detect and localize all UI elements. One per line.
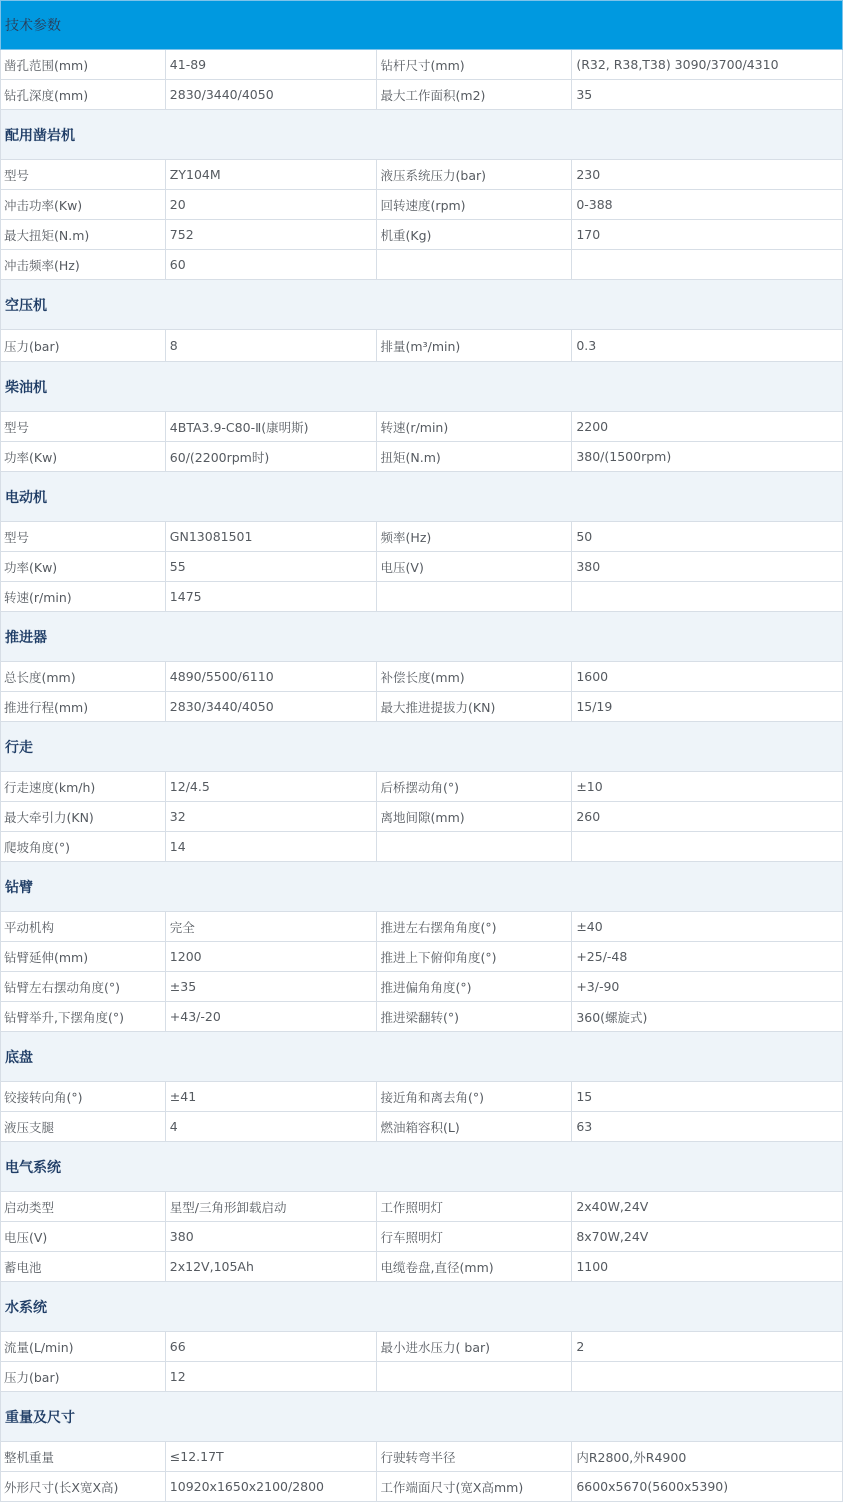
param-value: 170 [572,220,843,249]
param-value: 2200 [572,412,843,441]
param-label: 整机重量 [1,1442,166,1471]
param-label: 最小进水压力( bar) [377,1332,573,1361]
table-row [0,972,843,1002]
param-value: 8 [166,330,377,361]
param-value: ±41 [166,1082,377,1111]
param-value: ±40 [572,912,843,941]
param-label: 液压系统压力(bar) [377,160,573,189]
table-row [0,912,843,942]
table-row [0,662,843,692]
table-row [0,50,843,80]
section-heading: 水系统 [0,1282,843,1332]
param-label: 电压(V) [377,552,573,581]
param-label: 平动机构 [1,912,166,941]
table-row [0,220,843,250]
table-row [0,692,843,722]
table-title: 技术参数 [0,0,843,50]
param-value: ±10 [572,772,843,801]
table-row [0,1002,843,1032]
table-row [0,190,843,220]
table-row [0,1442,843,1472]
param-label: 型号 [1,160,166,189]
param-value: ≤12.17T [166,1442,377,1471]
param-value: 380 [166,1222,377,1251]
section-heading: 电气系统 [0,1142,843,1192]
param-label: 机重(Kg) [377,220,573,249]
param-label: 最大牵引力(KN) [1,802,166,831]
param-label: 冲击频率(Hz) [1,250,166,279]
table-row [0,1362,843,1392]
param-value: +43/-20 [166,1002,377,1031]
param-label: 功率(Kw) [1,442,166,471]
param-value: 63 [572,1112,843,1141]
param-label: 钻臂延伸(mm) [1,942,166,971]
param-label: 转速(r/min) [1,582,166,611]
table-row [0,552,843,582]
param-value [572,1362,843,1391]
param-label: 型号 [1,522,166,551]
param-label: 功率(Kw) [1,552,166,581]
param-value: 66 [166,1332,377,1361]
param-value [572,832,843,861]
param-value: 内R2800,外R4900 [572,1442,843,1471]
param-label: 工作照明灯 [377,1192,573,1221]
param-value: 380 [572,552,843,581]
param-label: 燃油箱容积(L) [377,1112,573,1141]
param-value: +3/-90 [572,972,843,1001]
section-heading: 重量及尺寸 [0,1392,843,1442]
param-value: 360(螺旋式) [572,1002,843,1031]
param-label: 接近角和离去角(°) [377,1082,573,1111]
param-label: 最大工作面积(m2) [377,80,573,109]
param-value: 1475 [166,582,377,611]
table-row [0,1222,843,1252]
param-value [572,582,843,611]
table-row [0,772,843,802]
param-value: 4BTA3.9-C80-Ⅱ(康明斯) [166,412,377,441]
param-label: 后桥摆动角(°) [377,772,573,801]
param-label: 凿孔范围(mm) [1,50,166,79]
param-label: 液压支腿 [1,1112,166,1141]
param-label: 转速(r/min) [377,412,573,441]
param-value: 260 [572,802,843,831]
param-value: 14 [166,832,377,861]
param-label: 最大扭矩(N.m) [1,220,166,249]
param-label: 推进偏角角度(°) [377,972,573,1001]
param-value: 60/(2200rpm时) [166,442,377,471]
param-label: 最大推进提拔力(KN) [377,692,573,721]
param-label: 电压(V) [1,1222,166,1251]
param-label: 流量(L/min) [1,1332,166,1361]
param-label: 钻臂左右摆动角度(°) [1,972,166,1001]
param-value: 1100 [572,1252,843,1281]
section-heading: 柴油机 [0,362,843,412]
table-row [0,160,843,190]
param-value: 2x40W,24V [572,1192,843,1221]
param-label: 工作端面尺寸(宽X高mm) [377,1472,573,1501]
param-label [377,1362,573,1391]
param-value: 2 [572,1332,843,1361]
table-row [0,802,843,832]
param-label: 钻臂举升,下摆角度(°) [1,1002,166,1031]
section-heading: 空压机 [0,280,843,330]
param-value: 380/(1500rpm) [572,442,843,471]
table-row [0,412,843,442]
param-label [377,250,573,279]
param-label: 钻杆尺寸(mm) [377,50,573,79]
param-value: ±35 [166,972,377,1001]
section-heading: 底盘 [0,1032,843,1082]
param-value: 1200 [166,942,377,971]
param-label: 推进左右摆角角度(°) [377,912,573,941]
spec-sections [0,50,843,1502]
param-value: +25/-48 [572,942,843,971]
param-value: 0.3 [572,330,843,361]
table-row [0,442,843,472]
param-label: 频率(Hz) [377,522,573,551]
table-row [0,330,843,362]
section-heading: 推进器 [0,612,843,662]
table-row [0,522,843,552]
table-row [0,250,843,280]
param-value: 60 [166,250,377,279]
table-row [0,942,843,972]
section-heading: 配用凿岩机 [0,110,843,160]
param-value: 10920x1650x2100/2800 [166,1472,377,1501]
param-value: 15/19 [572,692,843,721]
table-row [0,1192,843,1222]
param-value: 6600x5670(5600x5390) [572,1472,843,1501]
param-value: GN13081501 [166,522,377,551]
param-value: 4 [166,1112,377,1141]
param-label: 离地间隙(mm) [377,802,573,831]
param-label: 推进梁翻转(°) [377,1002,573,1031]
section-heading: 电动机 [0,472,843,522]
param-value: 55 [166,552,377,581]
param-value: 12/4.5 [166,772,377,801]
param-value: 星型/三角形卸载启动 [166,1192,377,1221]
table-row [0,1082,843,1112]
param-label: 回转速度(rpm) [377,190,573,219]
param-label: 爬坡角度(°) [1,832,166,861]
param-value: 2830/3440/4050 [166,692,377,721]
table-row [0,832,843,862]
param-value: 230 [572,160,843,189]
param-label: 钻孔深度(mm) [1,80,166,109]
table-row [0,80,843,110]
param-label: 补偿长度(mm) [377,662,573,691]
param-label: 铰接转向角(°) [1,1082,166,1111]
param-value: 2830/3440/4050 [166,80,377,109]
table-row [0,1472,843,1502]
param-value: 4890/5500/6110 [166,662,377,691]
param-value: 41-89 [166,50,377,79]
param-value [572,250,843,279]
param-value: 15 [572,1082,843,1111]
table-row [0,1112,843,1142]
param-label: 压力(bar) [1,330,166,361]
table-row [0,1252,843,1282]
param-value: 20 [166,190,377,219]
param-value: 8x70W,24V [572,1222,843,1251]
param-label: 外形尺寸(长X宽X高) [1,1472,166,1501]
param-label: 冲击功率(Kw) [1,190,166,219]
param-label: 总长度(mm) [1,662,166,691]
param-label: 蓄电池 [1,1252,166,1281]
param-label: 行走速度(km/h) [1,772,166,801]
param-label [377,832,573,861]
param-label: 电缆卷盘,直径(mm) [377,1252,573,1281]
param-value: 32 [166,802,377,831]
table-row [0,1332,843,1362]
section-heading: 行走 [0,722,843,772]
param-label: 行车照明灯 [377,1222,573,1251]
section-heading: 钻臂 [0,862,843,912]
param-value: 35 [572,80,843,109]
param-label: 扭矩(N.m) [377,442,573,471]
param-label: 启动类型 [1,1192,166,1221]
param-value: 12 [166,1362,377,1391]
param-value: 1600 [572,662,843,691]
param-value: 0-388 [572,190,843,219]
param-label [377,582,573,611]
param-value: 2x12V,105Ah [166,1252,377,1281]
param-label: 推进上下俯仰角度(°) [377,942,573,971]
param-label: 推进行程(mm) [1,692,166,721]
table-row [0,582,843,612]
param-value: 完全 [166,912,377,941]
param-label: 行驶转弯半径 [377,1442,573,1471]
param-value: ZY104M [166,160,377,189]
param-value: (R32, R38,T38) 3090/3700/4310 [572,50,843,79]
param-label: 型号 [1,412,166,441]
param-label: 压力(bar) [1,1362,166,1391]
param-value: 50 [572,522,843,551]
param-label: 排量(m³/min) [377,330,573,361]
param-value: 752 [166,220,377,249]
